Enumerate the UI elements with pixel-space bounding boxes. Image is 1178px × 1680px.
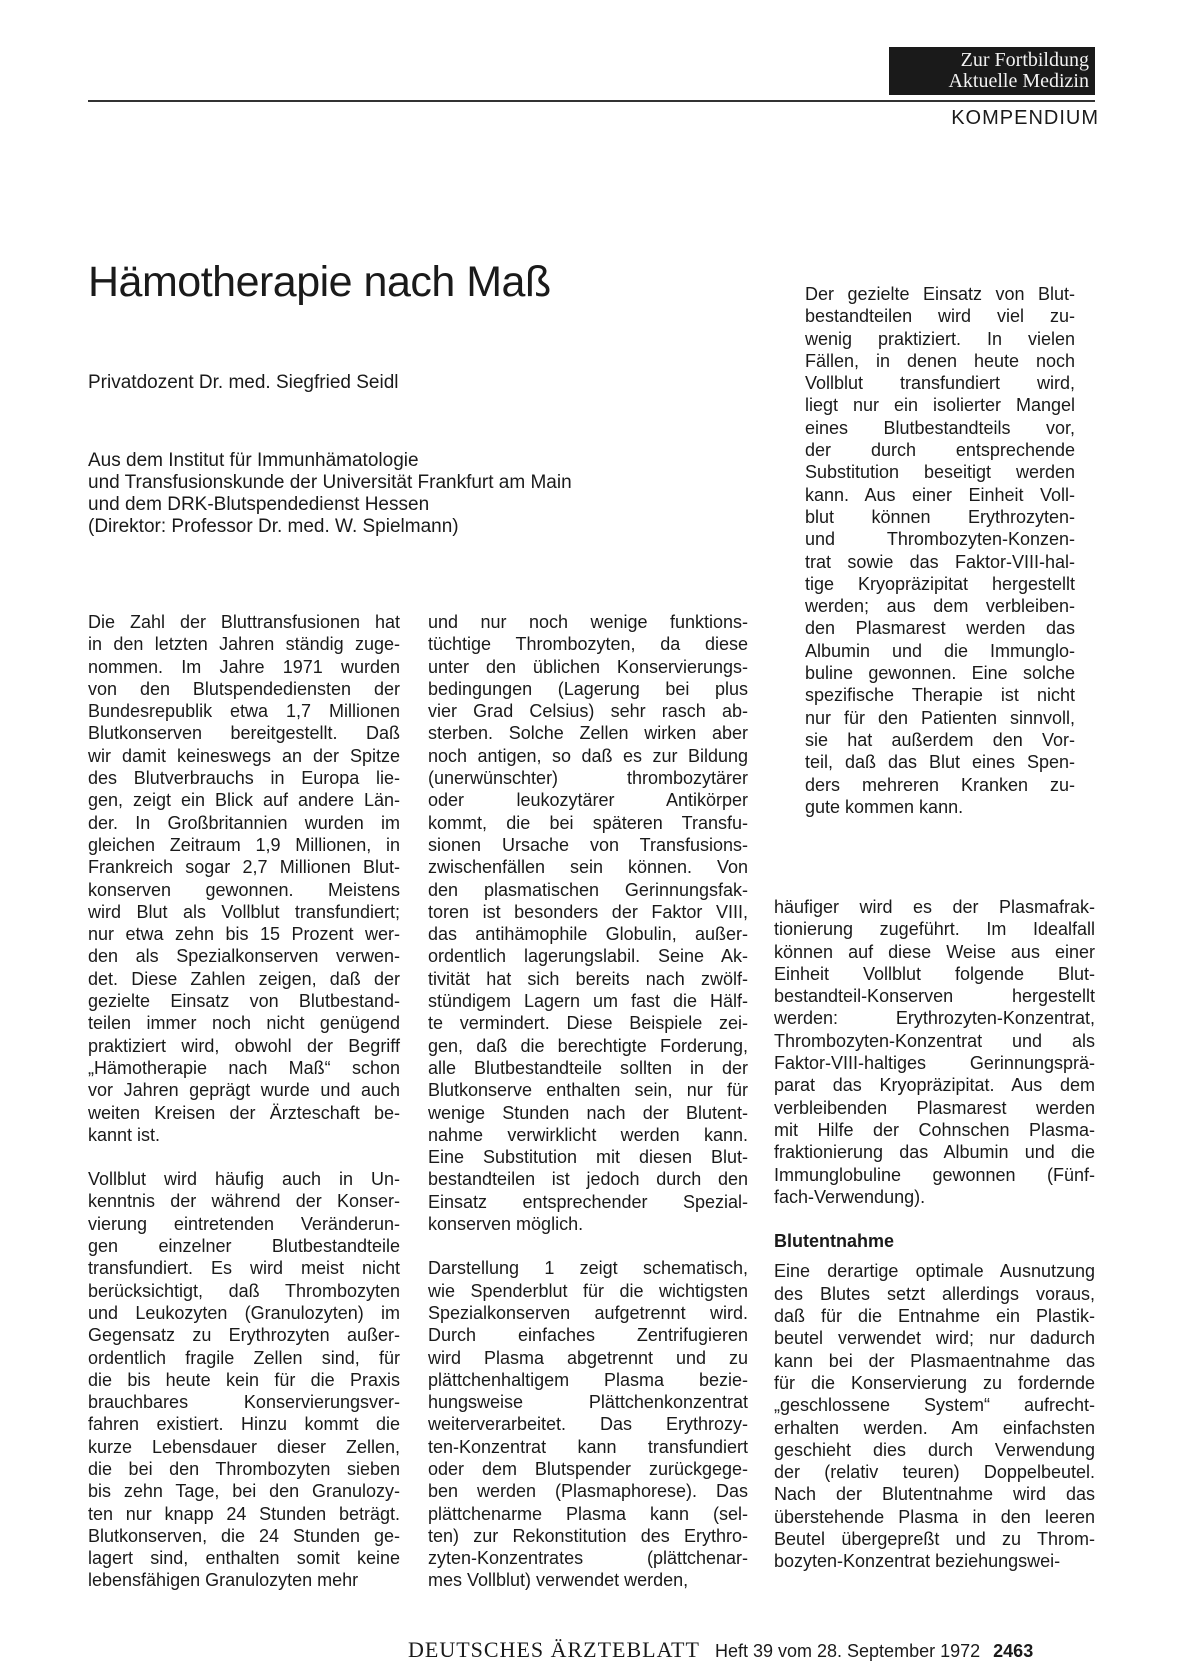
text-line: des Blutverbrauchs in Europa lie- [88, 768, 400, 789]
text-line: wie Spenderblut für die wichtigsten [428, 1280, 748, 1301]
paragraph [88, 1168, 400, 1592]
text-line: zyten-Konzentrates (plättchenar- [428, 1548, 748, 1569]
text-line: fraktionierung das Albumin und die [774, 1142, 1095, 1163]
affiliation-line: und dem DRK-Blutspendedienst Hessen [88, 494, 430, 515]
text-line: nur für den Patienten sinnvoll, [805, 707, 1075, 728]
paragraph [428, 611, 748, 1235]
text-line: gute kommen kann. [805, 796, 964, 817]
text-line: oder dem Blutspender zurückgege- [428, 1458, 748, 1479]
text-column-1 [88, 611, 400, 1592]
text-line: Substitution beseitigt werden [805, 462, 1075, 483]
text-line: der durch entsprechende [805, 440, 1075, 461]
text-line: wenige Stunden nach der Blutent- [428, 1102, 748, 1123]
text-line: „Hämotherapie nach Maß“ schon [88, 1057, 400, 1078]
text-line: Blutkonserven, die 24 Stunden ge- [88, 1525, 400, 1546]
text-line: unter den üblichen Konservierungs- [428, 656, 748, 677]
text-line: transfundiert. Es wird meist nicht [88, 1258, 400, 1279]
text-line: in den letzten Jahren ständig zuge- [88, 634, 400, 655]
text-line: Blutkonserve enthalten sein, nur für [428, 1080, 748, 1101]
text-line: teilen immer noch nicht genügend [88, 1013, 400, 1034]
text-line: tüchtige Thrombozyten, da diese [428, 634, 748, 655]
text-line: eines Blutbestandteils vor, [805, 417, 1075, 438]
text-line: ordentlich lagerungslabil. Seine Ak- [428, 946, 748, 967]
page-number: 2463 [993, 1641, 1034, 1661]
text-line: hungsweise Plättchenkonzentrat [428, 1392, 748, 1413]
text-line: und nur noch wenige funktions- [428, 612, 748, 632]
text-line: mit Hilfe der Cohnschen Plasma- [774, 1119, 1095, 1140]
text-line: gleichen Zeitraum 1,9 Millionen, in [88, 834, 400, 855]
paragraph-gap [428, 1235, 748, 1257]
text-line: Eine Substitution mit diesen Blut- [428, 1147, 748, 1168]
text-line: liegt nur ein isolierter Mangel [805, 395, 1075, 416]
text-line: den plasmatischen Gerinnungsfak- [428, 879, 748, 900]
text-line: bestandteilen wird viel zu- [805, 306, 1075, 327]
text-line: weiten Kreisen der Ärzteschaft be- [88, 1102, 400, 1123]
text-line: die bei den Thrombozyten sieben [88, 1458, 400, 1479]
text-line: kannt ist. [88, 1124, 161, 1145]
text-line: bestandteil-Konserven hergestellt [774, 986, 1095, 1007]
text-line: spezifische Therapie ist nicht [805, 685, 1075, 706]
text-line: bestandteilen ist jedoch durch den [428, 1169, 748, 1190]
text-line: Die Zahl der Bluttransfusionen hat [88, 612, 400, 632]
text-line: sie hat außerdem den Vor- [805, 729, 1075, 750]
text-line: ten-Konzentrat kann transfundiert [428, 1436, 748, 1457]
text-line: „geschlossene System“ aufrecht- [774, 1395, 1095, 1416]
text-line: Einsatz entsprechender Spezial- [428, 1191, 748, 1212]
text-line: berücksichtigt, daß Thrombozyten [88, 1280, 400, 1301]
text-line: vor Jahren geprägt wurde und auch [88, 1080, 400, 1101]
text-line: teil, daß das Blut eines Spen- [805, 752, 1075, 773]
article-author: Privatdozent Dr. med. Siegfried Seidl [88, 372, 399, 393]
text-line: das antihämophile Globulin, außer- [428, 924, 748, 945]
text-line: buline gewonnen. Eine solche [805, 663, 1075, 684]
text-line: häufiger wird es der Plasmafrak- [774, 897, 1095, 917]
text-line: Der gezielte Einsatz von Blut- [805, 284, 1075, 304]
text-line: oder leukozytärer Antikörper [428, 790, 748, 811]
text-line: plättchenarme Plasma kann (sel- [428, 1503, 748, 1524]
text-line: geschieht dies durch Verwendung [774, 1439, 1095, 1460]
text-line: Gegensatz zu Erythrozyten außer- [88, 1325, 400, 1346]
text-line: sionen Ursache von Transfusions- [428, 834, 748, 855]
text-line: nommen. Im Jahre 1971 wurden [88, 656, 400, 677]
text-line: vierung eintretenden Veränderun- [88, 1213, 400, 1234]
text-line: toren ist besonders der Faktor VIII, [428, 901, 748, 922]
text-line: bozyten-Konzentrat beziehungswei- [774, 1551, 1061, 1572]
text-line: wenig praktiziert. In vielen [805, 328, 1075, 349]
text-line: tige Kryopräzipitat hergestellt [805, 573, 1075, 594]
text-line: Faktor-VIII-haltiges Gerinnungsprä- [774, 1053, 1095, 1074]
text-line: zwischenfällen sein können. Von [428, 857, 748, 878]
text-line: plättchenhaltigem Plasma bezie- [428, 1369, 748, 1390]
journal-name: DEUTSCHES ÄRZTEBLATT [408, 1637, 700, 1662]
text-line: ders mehreren Kranken zu- [805, 774, 1075, 795]
text-line: überstehende Plasma in den leeren [774, 1506, 1095, 1527]
text-line: Einheit Vollblut folgende Blut- [774, 963, 1095, 984]
issue-info: Heft 39 vom 28. September 1972 [714, 1641, 981, 1661]
text-line: beutel verwendet wird; nur dadurch [774, 1328, 1095, 1349]
text-line: kenntnis der während der Konser- [88, 1191, 400, 1212]
text-line: können auf diese Weise aus einer [774, 941, 1095, 962]
text-line: fahren existiert. Hinzu kommt die [88, 1414, 400, 1435]
text-line: alle Blutbestandteile sollten in der [428, 1057, 748, 1078]
text-line: tivität hat sich bereits nach zwölf- [428, 968, 748, 989]
text-line: Blutkonserven bereitgestellt. Daß [88, 723, 400, 744]
text-line: und Leukozyten (Granulozyten) im [88, 1302, 400, 1323]
text-line: fach-Verwendung). [774, 1186, 926, 1207]
text-line: weiterverarbeitet. Das Erythrozy- [428, 1414, 748, 1435]
text-line: ordentlich fragile Zellen sind, für [88, 1347, 400, 1368]
text-line: Frankreich sogar 2,7 Millionen Blut- [88, 857, 400, 878]
text-line: praktiziert wird, obwohl der Begriff [88, 1035, 400, 1056]
text-line: nahme verwirklicht werden kann. [428, 1124, 748, 1145]
text-line: die bis heute kein für die Praxis [88, 1369, 400, 1390]
summary-column [805, 283, 1075, 818]
text-line: Albumin und die Immunglo- [805, 640, 1075, 661]
text-line: Vollblut wird häufig auch in Un- [88, 1169, 400, 1190]
paragraph-gap [774, 1208, 1095, 1230]
text-line: den als Spezialkonserven verwen- [88, 946, 400, 967]
text-line: bis zehn Tage, bei den Granulozy- [88, 1481, 400, 1502]
header-rule [88, 100, 1095, 102]
text-line: gezielte Einsatz von Blutbestand- [88, 991, 400, 1012]
text-line: Bundesrepublik etwa 1,7 Millionen [88, 701, 400, 722]
text-line: Thrombozyten-Konzentrat und als [774, 1030, 1095, 1051]
text-line: Fällen, in denen heute noch [805, 350, 1075, 371]
text-line: und Thrombozyten-Konzen- [805, 529, 1075, 550]
text-line: kann bei der Plasmaentnahme das [774, 1350, 1095, 1371]
text-line: te vermindert. Diese Beispiele zei- [428, 1013, 748, 1034]
text-line: trat sowie das Faktor-VIII-hal- [805, 551, 1075, 572]
affiliation [88, 450, 572, 538]
heading-gap [774, 1252, 1095, 1260]
text-line: lagert sind, enthalten somit keine [88, 1548, 400, 1569]
text-line: daß für die Entnahme ein Plastik- [774, 1306, 1095, 1327]
paragraph-gap [88, 1146, 400, 1168]
text-line: der. In Großbritannien wurden im [88, 812, 400, 833]
text-line: vier Grad Celsius) sehr rasch ab- [428, 701, 748, 722]
text-line: gen, zeigt ein Blick auf andere Län- [88, 790, 400, 811]
text-line: den Plasmarest werden das [805, 618, 1075, 639]
text-line: wird Plasma abgetrennt und zu [428, 1347, 748, 1368]
summary-paragraph [805, 283, 1075, 818]
text-column-3 [774, 896, 1095, 1573]
text-line: erhalten werden. Am einfachsten [774, 1417, 1095, 1438]
text-line: blut können Erythrozyten- [805, 506, 1075, 527]
text-line: werden; aus dem verbleiben- [805, 596, 1075, 617]
text-line: der (relativ teuren) Doppelbeutel. [774, 1462, 1095, 1483]
text-line: lebensfähigen Granulozyten mehr [88, 1570, 359, 1591]
affiliation-line: und Transfusionskunde der Universität Frankfurt am Main [88, 472, 572, 493]
text-line: Durch einfaches Zentrifugieren [428, 1325, 748, 1346]
section-badge [889, 47, 1095, 95]
text-column-2 [428, 611, 748, 1592]
text-line: ben werden (Plasmaphorese). Das [428, 1481, 748, 1502]
badge-line-2: Aktuelle Medizin [948, 70, 1089, 92]
section-heading: Blutentnahme [774, 1231, 895, 1252]
text-line: kann. Aus einer Einheit Voll- [805, 484, 1075, 505]
text-line: des Blutes setzt allerdings voraus, [774, 1283, 1095, 1304]
text-line: werden: Erythrozyten-Konzentrat, [774, 1008, 1095, 1029]
text-line: Vollblut transfundiert wird, [805, 373, 1075, 394]
text-line: bedingungen (Lagerung bei plus [428, 678, 748, 699]
article-title: Hämotherapie nach Maß [88, 258, 551, 306]
paragraph [774, 1260, 1095, 1572]
paragraph [88, 611, 400, 1146]
text-line: von den Blutspendediensten der [88, 678, 400, 699]
text-line: noch antigen, so daß es zur Bildung [428, 745, 748, 766]
text-line: tionierung zugeführt. Im Idealfall [774, 919, 1095, 940]
text-line: für die Konservierung zu fordernde [774, 1372, 1095, 1393]
text-line: Nach der Blutentnahme wird das [774, 1484, 1095, 1505]
text-line: brauchbares Konservierungsver- [88, 1392, 400, 1413]
affiliation-line: (Direktor: Professor Dr. med. W. Spielmann) [88, 516, 459, 537]
badge-line-1: Zur Fortbildung [960, 49, 1089, 71]
text-line: parat das Kryopräzipitat. Aus dem [774, 1075, 1095, 1096]
text-line: konserven möglich. [428, 1214, 584, 1235]
text-line: wird Blut als Vollblut transfundiert; [88, 901, 400, 922]
text-line: Eine derartige optimale Ausnutzung [774, 1261, 1095, 1282]
affiliation-line: Aus dem Institut für Immunhämatologie [88, 450, 419, 471]
text-line: (unerwünschter) thrombozytärer [428, 768, 748, 789]
text-line: gen, daß die berechtigte Forderung, [428, 1035, 748, 1056]
text-line: verbleibenden Plasmarest werden [774, 1097, 1095, 1118]
paragraph [774, 896, 1095, 1208]
text-line: stündigem Lagern um fast die Hälf- [428, 991, 748, 1012]
text-line: konserven gewonnen. Meistens [88, 879, 400, 900]
text-line: Beutel übergepreßt und zu Throm- [774, 1529, 1095, 1550]
text-line: Darstellung 1 zeigt schematisch, [428, 1258, 748, 1279]
text-line: kommt, die bei späteren Transfu- [428, 812, 748, 833]
section-label: KOMPENDIUM [951, 107, 1099, 129]
text-line: ten) zur Rekonstitution des Erythro- [428, 1525, 748, 1546]
text-line: nur etwa zehn bis 15 Prozent wer- [88, 924, 400, 945]
text-line: Immunglobuline gewonnen (Fünf- [774, 1164, 1095, 1185]
text-line: wir damit keineswegs an der Spitze [88, 745, 400, 766]
text-line: kurze Lebensdauer dieser Zellen, [88, 1436, 400, 1457]
text-line: mes Vollblut) verwendet werden, [428, 1570, 689, 1591]
paragraph [428, 1257, 748, 1591]
text-line: Spezialkonserven aufgetrennt wird. [428, 1302, 748, 1323]
page-footer [408, 1637, 1033, 1663]
text-line: sterben. Solche Zellen wirken aber [428, 723, 748, 744]
text-line: det. Diese Zahlen zeigen, daß der [88, 968, 400, 989]
text-line: ten nur knapp 24 Stunden beträgt. [88, 1503, 400, 1524]
text-line: gen einzelner Blutbestandteile [88, 1236, 400, 1257]
